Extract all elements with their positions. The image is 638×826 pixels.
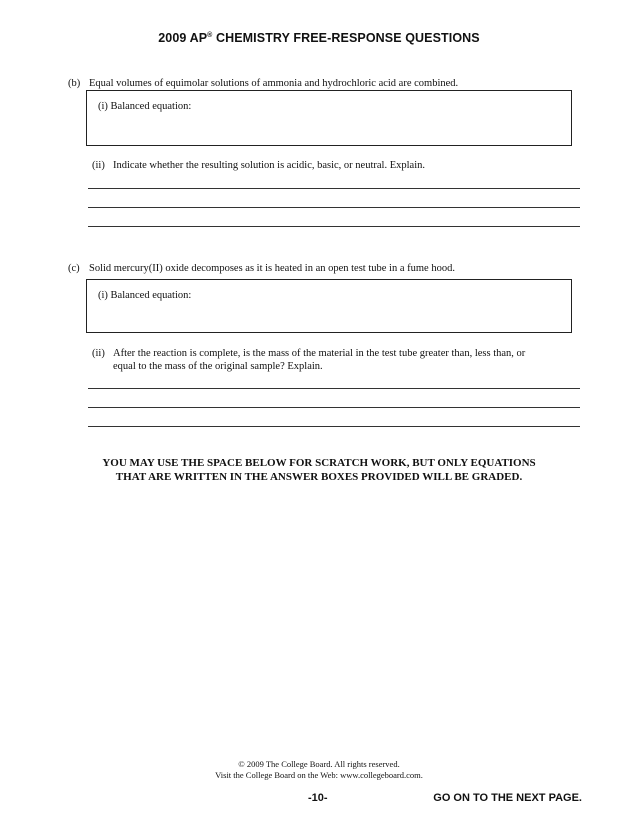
part-c-ii-label: (ii)	[92, 348, 105, 359]
part-b-answer-box[interactable]	[86, 90, 572, 146]
part-c-answer-box[interactable]	[86, 279, 572, 333]
scratch-notice-line-2: THAT ARE WRITTEN IN THE ANSWER BOXES PROVIDED WILL BE GRADED.	[115, 471, 523, 483]
page-header-title	[0, 31, 638, 45]
footer-copyright-block	[0, 759, 638, 781]
footer-website: Visit the College Board on the Web: www.collegeboard.com.	[215, 770, 423, 780]
part-c-ii-line-2: equal to the mass of the original sample? Explain.	[113, 361, 323, 372]
header-year: 2009 AP	[158, 31, 208, 45]
part-c-answer-line-1[interactable]	[88, 388, 580, 389]
scratch-work-notice	[0, 456, 638, 484]
part-b-ii-text: Indicate whether the resulting solution is acidic, basic, or neutral. Explain.	[113, 160, 425, 171]
footer-copyright: © 2009 The College Board. All rights reserved.	[238, 759, 400, 769]
part-b-answer-line-2[interactable]	[88, 207, 580, 208]
header-title-text: CHEMISTRY FREE-RESPONSE QUESTIONS	[212, 31, 480, 45]
part-b-prompt: Equal volumes of equimolar solutions of ammonia and hydrochloric acid are combined.	[89, 78, 459, 89]
part-b-i-label: (i) Balanced equation:	[98, 101, 192, 112]
part-c-label: (c)	[68, 263, 80, 274]
part-c-i-label: (i) Balanced equation:	[98, 290, 192, 301]
part-c-prompt: Solid mercury(II) oxide decomposes as it is heated in an open test tube in a fume hood.	[89, 263, 455, 274]
registered-mark: ®	[207, 31, 213, 39]
part-b-label: (b)	[68, 78, 81, 89]
part-c-ii-line-1: After the reaction is complete, is the mass of the material in the test tube greater than, less than, or	[113, 348, 526, 359]
part-b-ii-label: (ii)	[92, 160, 105, 171]
page-number: -10-	[308, 792, 328, 804]
part-c-answer-line-2[interactable]	[88, 407, 580, 408]
part-b-answer-line-3[interactable]	[88, 226, 580, 227]
part-c-answer-line-3[interactable]	[88, 426, 580, 427]
part-b-answer-line-1[interactable]	[88, 188, 580, 189]
scratch-notice-line-1: YOU MAY USE THE SPACE BELOW FOR SCRATCH WORK, BUT ONLY EQUATIONS	[102, 457, 536, 469]
go-on-next-page: GO ON TO THE NEXT PAGE.	[433, 792, 582, 804]
